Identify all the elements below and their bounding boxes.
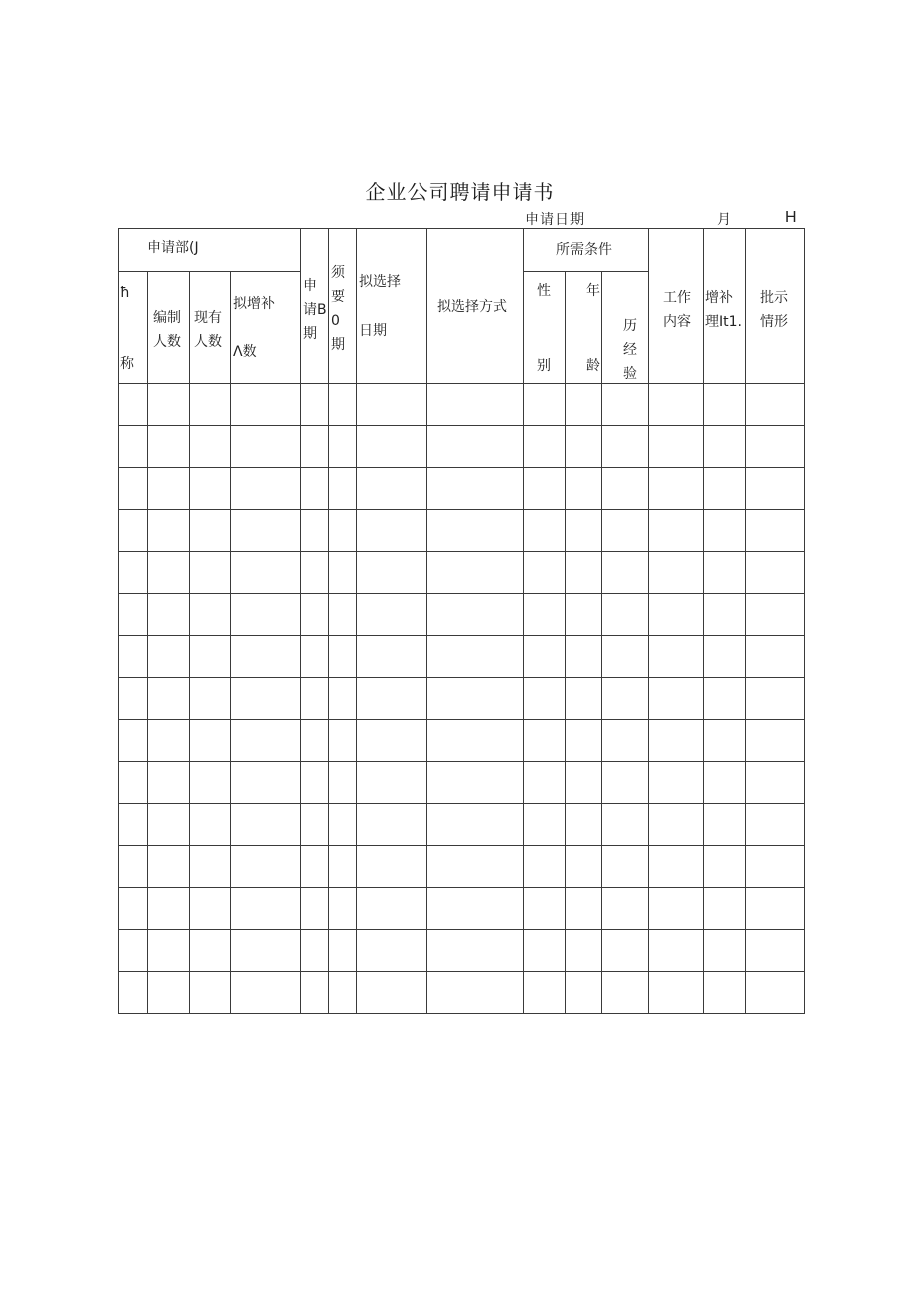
table-cell[interactable] xyxy=(746,720,805,762)
table-cell[interactable] xyxy=(231,762,301,804)
table-cell[interactable] xyxy=(649,594,704,636)
table-cell[interactable] xyxy=(119,468,148,510)
table-cell[interactable] xyxy=(148,468,190,510)
table-cell[interactable] xyxy=(119,510,148,552)
select-date-header-bottom: 日期 xyxy=(359,323,387,339)
table-cell[interactable] xyxy=(746,510,805,552)
table-cell[interactable] xyxy=(602,888,649,930)
apply-date-label: 申请日期 xyxy=(525,212,585,228)
table-cell[interactable] xyxy=(231,594,301,636)
table-cell[interactable] xyxy=(427,636,524,678)
table-cell[interactable] xyxy=(566,762,602,804)
table-cell[interactable] xyxy=(119,594,148,636)
table-row xyxy=(119,552,805,594)
table-cell[interactable] xyxy=(524,426,566,468)
table-cell[interactable] xyxy=(329,552,357,594)
table-cell[interactable] xyxy=(119,804,148,846)
table-cell[interactable] xyxy=(649,552,704,594)
table-cell[interactable] xyxy=(746,846,805,888)
current-staff-header-cell xyxy=(190,272,231,384)
table-cell[interactable] xyxy=(301,552,329,594)
experience-header: 历 经 验 xyxy=(623,318,637,382)
table-cell[interactable] xyxy=(566,552,602,594)
table-cell[interactable] xyxy=(524,930,566,972)
table-cell[interactable] xyxy=(357,804,427,846)
table-cell[interactable] xyxy=(301,888,329,930)
dept-label: 申请部(J xyxy=(147,240,199,256)
table-cell[interactable] xyxy=(566,888,602,930)
table-cell[interactable] xyxy=(301,678,329,720)
name-header-top: ħ xyxy=(120,285,130,301)
table-cell[interactable] xyxy=(746,636,805,678)
table-cell[interactable] xyxy=(427,678,524,720)
staff-quota-header: 编制 人数 xyxy=(153,310,181,350)
requirements-header: 所需条件 xyxy=(556,242,612,258)
table-cell[interactable] xyxy=(566,678,602,720)
table-cell[interactable] xyxy=(357,846,427,888)
table-cell[interactable] xyxy=(602,762,649,804)
table-cell[interactable] xyxy=(148,804,190,846)
table-cell[interactable] xyxy=(357,636,427,678)
table-cell[interactable] xyxy=(231,972,301,1014)
table-cell[interactable] xyxy=(566,594,602,636)
table-cell[interactable] xyxy=(566,804,602,846)
table-cell[interactable] xyxy=(704,384,746,426)
table-cell[interactable] xyxy=(566,720,602,762)
table-cell[interactable] xyxy=(649,636,704,678)
table-cell[interactable] xyxy=(119,426,148,468)
table-cell[interactable] xyxy=(746,762,805,804)
table-cell[interactable] xyxy=(602,594,649,636)
table-cell[interactable] xyxy=(524,804,566,846)
table-cell[interactable] xyxy=(427,972,524,1014)
table-cell[interactable] xyxy=(357,468,427,510)
table-cell[interactable] xyxy=(148,384,190,426)
table-cell[interactable] xyxy=(524,636,566,678)
table-cell[interactable] xyxy=(427,594,524,636)
table-cell[interactable] xyxy=(231,720,301,762)
table-cell[interactable] xyxy=(524,972,566,1014)
table-cell[interactable] xyxy=(148,762,190,804)
table-cell[interactable] xyxy=(704,972,746,1014)
table-cell[interactable] xyxy=(301,384,329,426)
table-cell[interactable] xyxy=(704,720,746,762)
table-cell[interactable] xyxy=(301,762,329,804)
table-cell[interactable] xyxy=(329,468,357,510)
table-cell[interactable] xyxy=(746,930,805,972)
table-cell[interactable] xyxy=(524,720,566,762)
table-row xyxy=(119,510,805,552)
form-title: 企业公司聘请申请书 xyxy=(365,180,555,204)
table-cell[interactable] xyxy=(649,846,704,888)
age-header-top: 年 xyxy=(586,283,600,299)
table-cell[interactable] xyxy=(329,594,357,636)
job-content-header-cell xyxy=(649,229,704,384)
table-cell[interactable] xyxy=(566,468,602,510)
table-cell[interactable] xyxy=(329,510,357,552)
table-cell[interactable] xyxy=(148,678,190,720)
table-cell[interactable] xyxy=(119,636,148,678)
table-cell[interactable] xyxy=(602,804,649,846)
table-cell[interactable] xyxy=(301,594,329,636)
age-header-cell xyxy=(566,272,602,384)
table-row xyxy=(119,384,805,426)
table-cell[interactable] xyxy=(704,678,746,720)
staff-quota-header-cell xyxy=(148,272,190,384)
application-table xyxy=(118,228,805,1014)
required-date-header-cell xyxy=(329,229,357,384)
table-cell[interactable] xyxy=(566,846,602,888)
table-cell[interactable] xyxy=(746,678,805,720)
required-date-header: 须 要 0 期 xyxy=(331,265,345,353)
table-cell[interactable] xyxy=(148,888,190,930)
table-cell[interactable] xyxy=(329,678,357,720)
table-cell[interactable] xyxy=(190,384,231,426)
table-cell[interactable] xyxy=(329,762,357,804)
table-cell[interactable] xyxy=(148,972,190,1014)
table-cell[interactable] xyxy=(119,762,148,804)
table-cell[interactable] xyxy=(524,510,566,552)
table-cell[interactable] xyxy=(602,510,649,552)
table-cell[interactable] xyxy=(566,972,602,1014)
apply-date-header-cell xyxy=(301,229,329,384)
table-cell[interactable] xyxy=(427,846,524,888)
table-cell[interactable] xyxy=(704,426,746,468)
table-cell[interactable] xyxy=(357,720,427,762)
approval-header: 批示 情形 xyxy=(760,290,789,330)
gender-header-cell xyxy=(524,272,566,384)
table-row xyxy=(119,720,805,762)
table-cell[interactable] xyxy=(148,846,190,888)
table-cell[interactable] xyxy=(357,888,427,930)
table-cell[interactable] xyxy=(190,594,231,636)
table-cell[interactable] xyxy=(427,552,524,594)
experience-header-cell xyxy=(602,272,649,384)
table-cell[interactable] xyxy=(148,510,190,552)
table-cell[interactable] xyxy=(148,636,190,678)
table-cell[interactable] xyxy=(649,888,704,930)
table-cell[interactable] xyxy=(148,930,190,972)
table-cell[interactable] xyxy=(357,384,427,426)
table-row xyxy=(119,636,805,678)
table-cell[interactable] xyxy=(190,636,231,678)
table-cell[interactable] xyxy=(329,426,357,468)
planned-add-header: 拟增补 Λ数 xyxy=(233,296,275,360)
table-cell[interactable] xyxy=(704,762,746,804)
table-cell[interactable] xyxy=(427,426,524,468)
table-cell[interactable] xyxy=(602,426,649,468)
table-cell[interactable] xyxy=(190,762,231,804)
table-cell[interactable] xyxy=(427,384,524,426)
table-cell[interactable] xyxy=(357,426,427,468)
table-row xyxy=(119,972,805,1014)
add-reason-header: 增补 理It1. xyxy=(705,290,742,330)
table-row xyxy=(119,426,805,468)
table-cell[interactable] xyxy=(190,930,231,972)
table-cell[interactable] xyxy=(602,930,649,972)
table-cell[interactable] xyxy=(746,804,805,846)
date-month-label: 月 xyxy=(717,212,731,228)
table-cell[interactable] xyxy=(329,972,357,1014)
table-row xyxy=(119,678,805,720)
table-cell[interactable] xyxy=(704,552,746,594)
table-cell[interactable] xyxy=(427,510,524,552)
table-cell[interactable] xyxy=(329,930,357,972)
table-cell[interactable] xyxy=(704,930,746,972)
table-cell[interactable] xyxy=(301,510,329,552)
age-header-bottom: 龄 xyxy=(586,358,600,374)
table-cell[interactable] xyxy=(301,468,329,510)
current-staff-header: 现有 人数 xyxy=(194,310,222,350)
table-cell[interactable] xyxy=(190,804,231,846)
table-cell[interactable] xyxy=(649,972,704,1014)
add-reason-header-cell xyxy=(704,229,746,384)
table-cell[interactable] xyxy=(119,552,148,594)
table-cell[interactable] xyxy=(190,972,231,1014)
table-cell[interactable] xyxy=(301,846,329,888)
table-cell[interactable] xyxy=(190,468,231,510)
table-cell[interactable] xyxy=(427,804,524,846)
table-row xyxy=(119,930,805,972)
table-cell[interactable] xyxy=(602,636,649,678)
table-cell[interactable] xyxy=(301,930,329,972)
table-cell[interactable] xyxy=(524,594,566,636)
apply-date-header: 申 请B 期 xyxy=(303,278,327,342)
table-cell[interactable] xyxy=(301,804,329,846)
table-cell[interactable] xyxy=(119,930,148,972)
table-cell[interactable] xyxy=(566,426,602,468)
table-cell[interactable] xyxy=(329,804,357,846)
table-cell[interactable] xyxy=(704,846,746,888)
table-cell[interactable] xyxy=(119,888,148,930)
table-row xyxy=(119,762,805,804)
table-cell[interactable] xyxy=(427,468,524,510)
table-cell[interactable] xyxy=(119,384,148,426)
table-row xyxy=(119,888,805,930)
table-cell[interactable] xyxy=(602,552,649,594)
table-cell[interactable] xyxy=(524,678,566,720)
select-date-header-cell xyxy=(357,229,427,384)
table-cell[interactable] xyxy=(301,720,329,762)
table-cell[interactable] xyxy=(566,384,602,426)
table-cell[interactable] xyxy=(190,552,231,594)
requirements-header-cell xyxy=(524,229,649,272)
table-cell[interactable] xyxy=(524,552,566,594)
table-cell[interactable] xyxy=(148,594,190,636)
table-cell[interactable] xyxy=(649,468,704,510)
table-cell[interactable] xyxy=(329,846,357,888)
table-cell[interactable] xyxy=(746,468,805,510)
table-cell[interactable] xyxy=(231,468,301,510)
table-cell[interactable] xyxy=(231,426,301,468)
table-cell[interactable] xyxy=(649,678,704,720)
table-cell[interactable] xyxy=(427,762,524,804)
table-cell[interactable] xyxy=(427,888,524,930)
table-cell[interactable] xyxy=(119,720,148,762)
table-cell[interactable] xyxy=(704,468,746,510)
table-cell[interactable] xyxy=(704,636,746,678)
table-cell[interactable] xyxy=(602,468,649,510)
date-day-label: H xyxy=(785,209,797,226)
table-cell[interactable] xyxy=(746,594,805,636)
table-cell[interactable] xyxy=(602,384,649,426)
table-cell[interactable] xyxy=(357,552,427,594)
table-cell[interactable] xyxy=(231,678,301,720)
table-cell[interactable] xyxy=(524,762,566,804)
name-header-cell xyxy=(119,272,148,384)
table-cell[interactable] xyxy=(704,510,746,552)
gender-header-bottom: 别 xyxy=(537,358,551,374)
select-method-header-cell xyxy=(427,229,524,384)
table-cell[interactable] xyxy=(427,930,524,972)
table-row xyxy=(119,846,805,888)
table-cell[interactable] xyxy=(602,972,649,1014)
name-header-bottom: 称 xyxy=(120,356,134,372)
table-cell[interactable] xyxy=(190,888,231,930)
table-cell[interactable] xyxy=(301,636,329,678)
table-cell[interactable] xyxy=(746,888,805,930)
table-cell[interactable] xyxy=(231,888,301,930)
table-cell[interactable] xyxy=(649,804,704,846)
table-cell[interactable] xyxy=(231,930,301,972)
gender-header-top: 性 xyxy=(537,283,551,299)
table-cell[interactable] xyxy=(148,720,190,762)
table-cell[interactable] xyxy=(231,846,301,888)
table-cell[interactable] xyxy=(704,888,746,930)
table-cell[interactable] xyxy=(329,888,357,930)
table-row xyxy=(119,468,805,510)
table-cell[interactable] xyxy=(190,426,231,468)
table-cell[interactable] xyxy=(329,384,357,426)
table-cell[interactable] xyxy=(119,972,148,1014)
table-cell[interactable] xyxy=(746,552,805,594)
table-cell[interactable] xyxy=(357,762,427,804)
table-cell[interactable] xyxy=(649,720,704,762)
table-cell[interactable] xyxy=(329,636,357,678)
dept-header-cell xyxy=(119,229,301,272)
table-cell[interactable] xyxy=(190,720,231,762)
table-cell[interactable] xyxy=(649,930,704,972)
table-cell[interactable] xyxy=(357,510,427,552)
table-row xyxy=(119,804,805,846)
table-cell[interactable] xyxy=(148,552,190,594)
table-cell[interactable] xyxy=(231,552,301,594)
table-cell[interactable] xyxy=(746,384,805,426)
table-cell[interactable] xyxy=(190,510,231,552)
table-cell[interactable] xyxy=(301,426,329,468)
planned-add-header-cell xyxy=(231,272,301,384)
approval-header-cell xyxy=(746,229,805,384)
table-cell[interactable] xyxy=(231,636,301,678)
table-cell[interactable] xyxy=(524,384,566,426)
table-cell[interactable] xyxy=(649,384,704,426)
table-cell[interactable] xyxy=(119,678,148,720)
table-cell[interactable] xyxy=(649,762,704,804)
table-cell[interactable] xyxy=(649,426,704,468)
table-cell[interactable] xyxy=(524,468,566,510)
table-cell[interactable] xyxy=(231,804,301,846)
table-cell[interactable] xyxy=(704,804,746,846)
select-date-header-top: 拟选择 xyxy=(359,274,401,290)
table-row xyxy=(119,594,805,636)
table-cell[interactable] xyxy=(602,846,649,888)
table-cell[interactable] xyxy=(301,972,329,1014)
table-cell[interactable] xyxy=(704,594,746,636)
table-cell[interactable] xyxy=(524,846,566,888)
job-content-header: 工作 内容 xyxy=(663,290,692,330)
table-cell[interactable] xyxy=(119,846,148,888)
table-cell[interactable] xyxy=(524,888,566,930)
table-cell[interactable] xyxy=(148,426,190,468)
table-cell[interactable] xyxy=(357,594,427,636)
table-cell[interactable] xyxy=(190,846,231,888)
table-cell[interactable] xyxy=(602,720,649,762)
table-cell[interactable] xyxy=(746,972,805,1014)
table-cell[interactable] xyxy=(566,636,602,678)
table-cell[interactable] xyxy=(357,972,427,1014)
table-cell[interactable] xyxy=(231,510,301,552)
table-cell[interactable] xyxy=(566,510,602,552)
table-cell[interactable] xyxy=(427,720,524,762)
table-cell[interactable] xyxy=(357,930,427,972)
table-cell[interactable] xyxy=(649,510,704,552)
select-method-header: 拟选择方式 xyxy=(437,299,507,315)
table-cell[interactable] xyxy=(231,384,301,426)
table-cell[interactable] xyxy=(746,426,805,468)
table-cell[interactable] xyxy=(190,678,231,720)
table-cell[interactable] xyxy=(566,930,602,972)
table-cell[interactable] xyxy=(329,720,357,762)
table-cell[interactable] xyxy=(357,678,427,720)
table-cell[interactable] xyxy=(602,678,649,720)
